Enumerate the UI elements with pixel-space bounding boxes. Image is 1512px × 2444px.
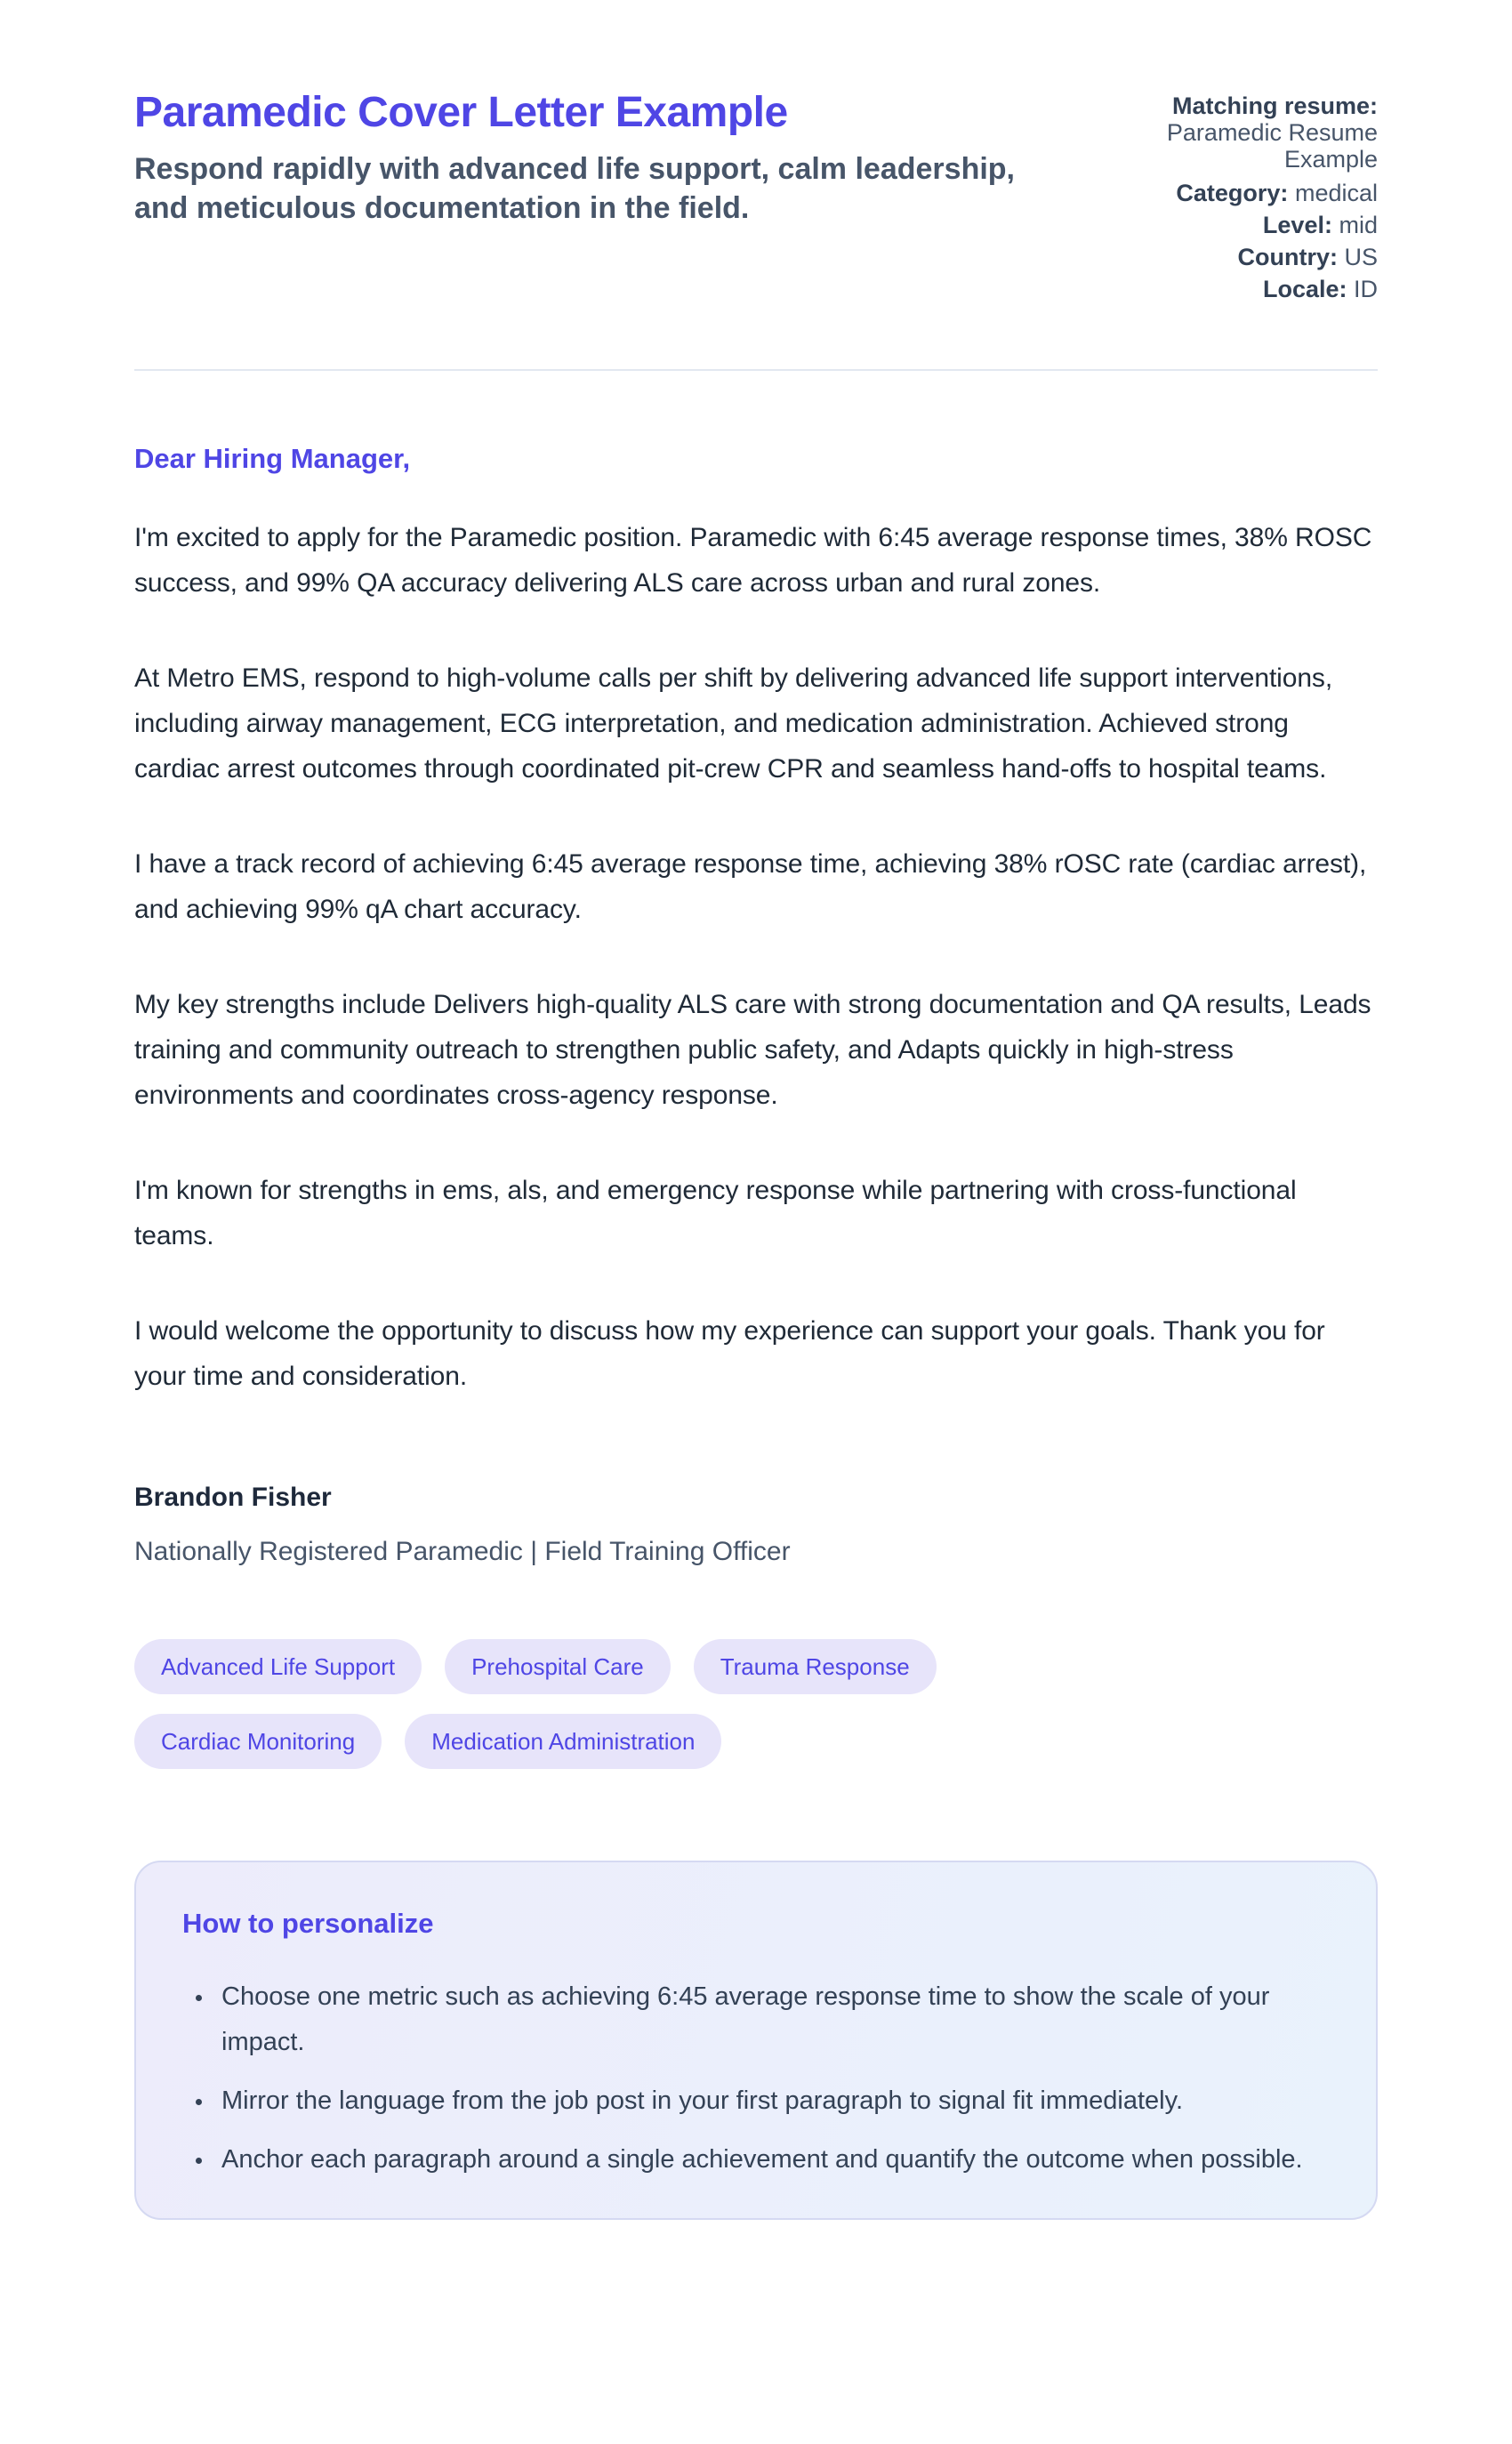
meta-value: Paramedic Resume Example [1166,119,1378,173]
header [134,87,1378,305]
letter-greeting: Dear Hiring Manager, [134,443,411,474]
tip-item: • Choose one metric such as achieving 6:45 average response time to show the scale of your impact. [214,1974,1330,2065]
skill-tag-chip[interactable]: Cardiac Monitoring [134,1714,382,1769]
page-title: Paramedic Cover Letter Example [134,89,788,136]
meta-panel [1102,87,1378,305]
signature-title: Nationally Registered Paramedic | Field Training Officer [134,1537,791,1566]
letter-paragraph: My key strengths include Delivers high-quality ALS care with strong documentation and QA results, Leads training and community outreach to strengthen public safety, and Adapts quickly in high-stress environments and coordinates cross-agency response. [134,990,1371,1110]
skill-tag-list [134,1639,1184,1769]
meta-label: Locale: [1262,276,1347,302]
letter-paragraph: At Metro EMS, respond to high-volume calls per shift by delivering advanced life support interventions, including airway management, ECG interpretation, and medication administration. Achieved strong cardiac arrest outcomes through coordinated pit-crew CPR and seamless hand-offs to hospital teams. [134,663,1333,784]
letter-paragraph: I'm excited to apply for the Paramedic position. Paramedic with 6:45 average response times, 38% ROSC success, and 99% QA accuracy delivering ALS care across urban and rural zones. [134,523,1372,598]
meta-value: ID [1354,276,1378,302]
meta-matching-resume [1102,92,1378,173]
letter-paragraph: I have a track record of achieving 6:45 average response time, achieving 38% rOSC rate (cardiac arrest), and achieving 99% qA chart accuracy. [134,849,1367,924]
how-to-personalize-box [134,1861,1378,2220]
meta-category [1102,177,1378,209]
meta-label: Country: [1237,244,1338,270]
meta-value: mid [1339,212,1378,238]
meta-label: Category: [1176,180,1289,206]
content-container [134,0,1378,2220]
meta-label: Level: [1262,212,1332,238]
header-divider [134,369,1378,371]
skill-tag-chip[interactable]: Prehospital Care [445,1639,671,1694]
tip-list [182,1974,1330,2183]
header-left [134,87,1059,305]
meta-locale [1102,273,1378,305]
signature-name: Brandon Fisher [134,1483,332,1512]
letter-paragraph: I would welcome the opportunity to discuss how my experience can support your goals. Thank you for your time and consideration. [134,1316,1325,1391]
skill-tag-chip[interactable]: Advanced Life Support [134,1639,422,1694]
skill-tag-chip[interactable]: Trauma Response [694,1639,937,1694]
meta-value: US [1344,244,1378,270]
cover-letter-body [134,442,1378,1570]
tip-item: • Anchor each paragraph around a single achievement and quantify the outcome when possible. [214,2137,1330,2183]
how-to-personalize-title: How to personalize [182,1908,434,1939]
meta-label: Matching resume: [1171,92,1378,119]
letter-paragraph: I'm known for strengths in ems, als, and emergency response while partnering with cross-functional teams. [134,1176,1297,1250]
meta-country [1102,241,1378,273]
meta-level [1102,209,1378,241]
meta-value: medical [1294,180,1378,206]
tip-item: • Mirror the language from the job post in your first paragraph to signal fit immediately. [214,2078,1330,2124]
page-subtitle: Respond rapidly with advanced life support, calm leadership, and meticulous documentation in the field. [134,152,1016,225]
skill-tag-chip[interactable]: Medication Administration [405,1714,721,1769]
